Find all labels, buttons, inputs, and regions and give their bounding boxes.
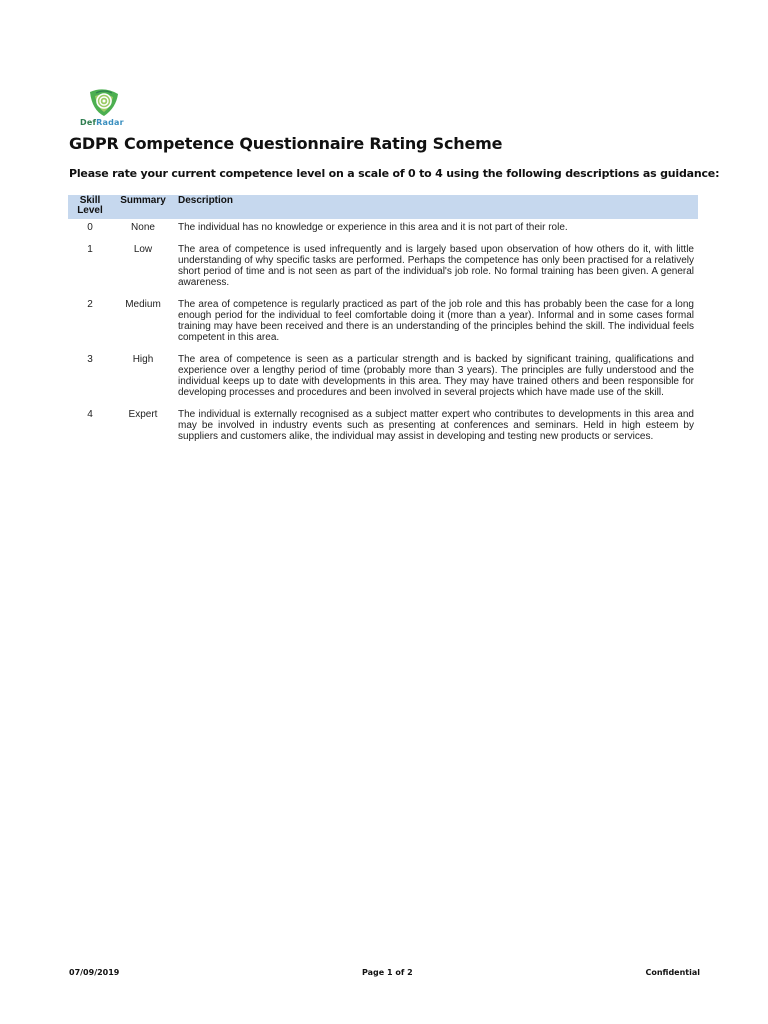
header-skill-level: Skill Level — [68, 195, 112, 219]
defradar-logo-icon — [86, 88, 122, 118]
row-level: 1 — [87, 244, 93, 255]
logo-wordmark: DefRadar — [80, 118, 124, 127]
row-summary: Expert — [128, 409, 158, 420]
company-logo — [80, 88, 132, 130]
rating-scheme-table — [68, 195, 698, 450]
row-description: The area of competence is used infrequently and is largely based upon observation of how others do it, with little understanding of why specific tasks are performed. Perhaps the competence has only been practised for a relatively short period of time and is not seen as part of the individual's job role. No formal training has been given. A general awareness. — [178, 244, 694, 288]
table-row — [68, 406, 698, 450]
table-row — [68, 219, 698, 241]
header-summary: Summary — [112, 195, 174, 219]
row-summary: Medium — [125, 299, 161, 310]
row-description: The area of competence is regularly practiced as part of the job role and this has probably been the case for a long enough period for the individual to feel comfortable doing it (more than a year). Informal and in some cases formal training may have been received and there is an understanding of the principles behind the skill. The individual feels competent in this area. — [178, 299, 694, 343]
row-summary: High — [132, 354, 154, 365]
table-row — [68, 241, 698, 296]
header-description: Description — [174, 195, 698, 219]
footer-date: 07/09/2019 — [69, 968, 120, 977]
table-row — [68, 351, 698, 406]
table-row — [68, 296, 698, 351]
row-level: 0 — [87, 222, 93, 233]
row-summary: None — [131, 222, 155, 233]
page-subtitle: Please rate your current competence level on a scale of 0 to 4 using the following descriptions as guidance: — [69, 167, 720, 180]
table-header-row — [68, 195, 698, 219]
page-title: GDPR Competence Questionnaire Rating Scheme — [69, 134, 503, 153]
row-level: 4 — [87, 409, 93, 420]
row-level: 3 — [87, 354, 93, 365]
footer-page-number: Page 1 of 2 — [362, 968, 413, 977]
row-summary: Low — [133, 244, 153, 255]
row-description: The individual has no knowledge or experience in this area and it is not part of their role. — [178, 222, 568, 233]
row-description: The area of competence is seen as a particular strength and is backed by significant training, qualifications and experience over a lengthy period of time (probably more than 3 years). The principles are fully understood and the individual keeps up to date with developments in this area. They may have trained others and been responsible for developing processes and procedures and been involved in several projects which have made use of the skill. — [178, 354, 694, 398]
footer-classification: Confidential — [645, 968, 700, 977]
row-description: The individual is externally recognised as a subject matter expert who contributes to developments in this area and may be involved in industry events such as presenting at conferences and seminars. Held in high esteem by suppliers and customers alike, the individual may assist in developing and testing new products or services. — [178, 409, 694, 442]
row-level: 2 — [87, 299, 93, 310]
